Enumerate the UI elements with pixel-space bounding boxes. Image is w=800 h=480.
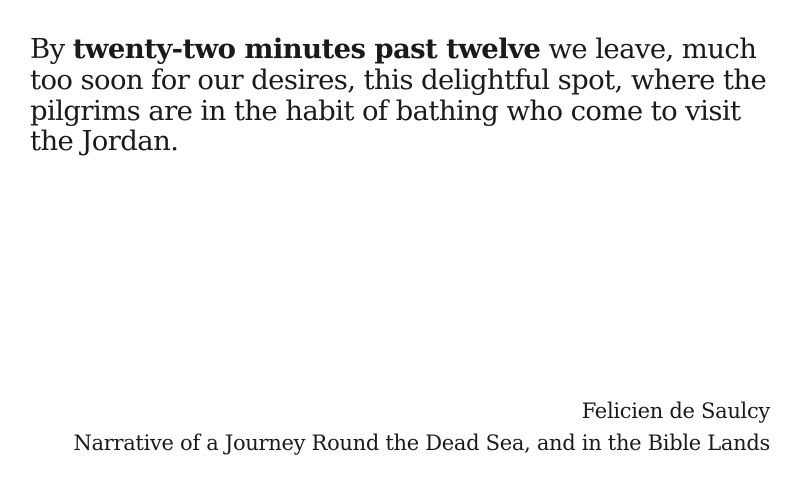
- quote-emphasis: twenty-two minutes past twelve: [72, 33, 541, 65]
- quote-suffix: we leave, much too soon for our desires, this delightful spot, where the pilgrims are in the habit of bathing who come to visit the Jordan.: [30, 33, 767, 158]
- quote-prefix: By: [30, 33, 73, 65]
- quote-text: [30, 34, 775, 157]
- author-name: Felicien de Saulcy: [581, 399, 770, 423]
- source-title: Narrative of a Journey Round the Dead Sea, and in the Bible Lands: [73, 430, 770, 455]
- attribution: [73, 396, 770, 459]
